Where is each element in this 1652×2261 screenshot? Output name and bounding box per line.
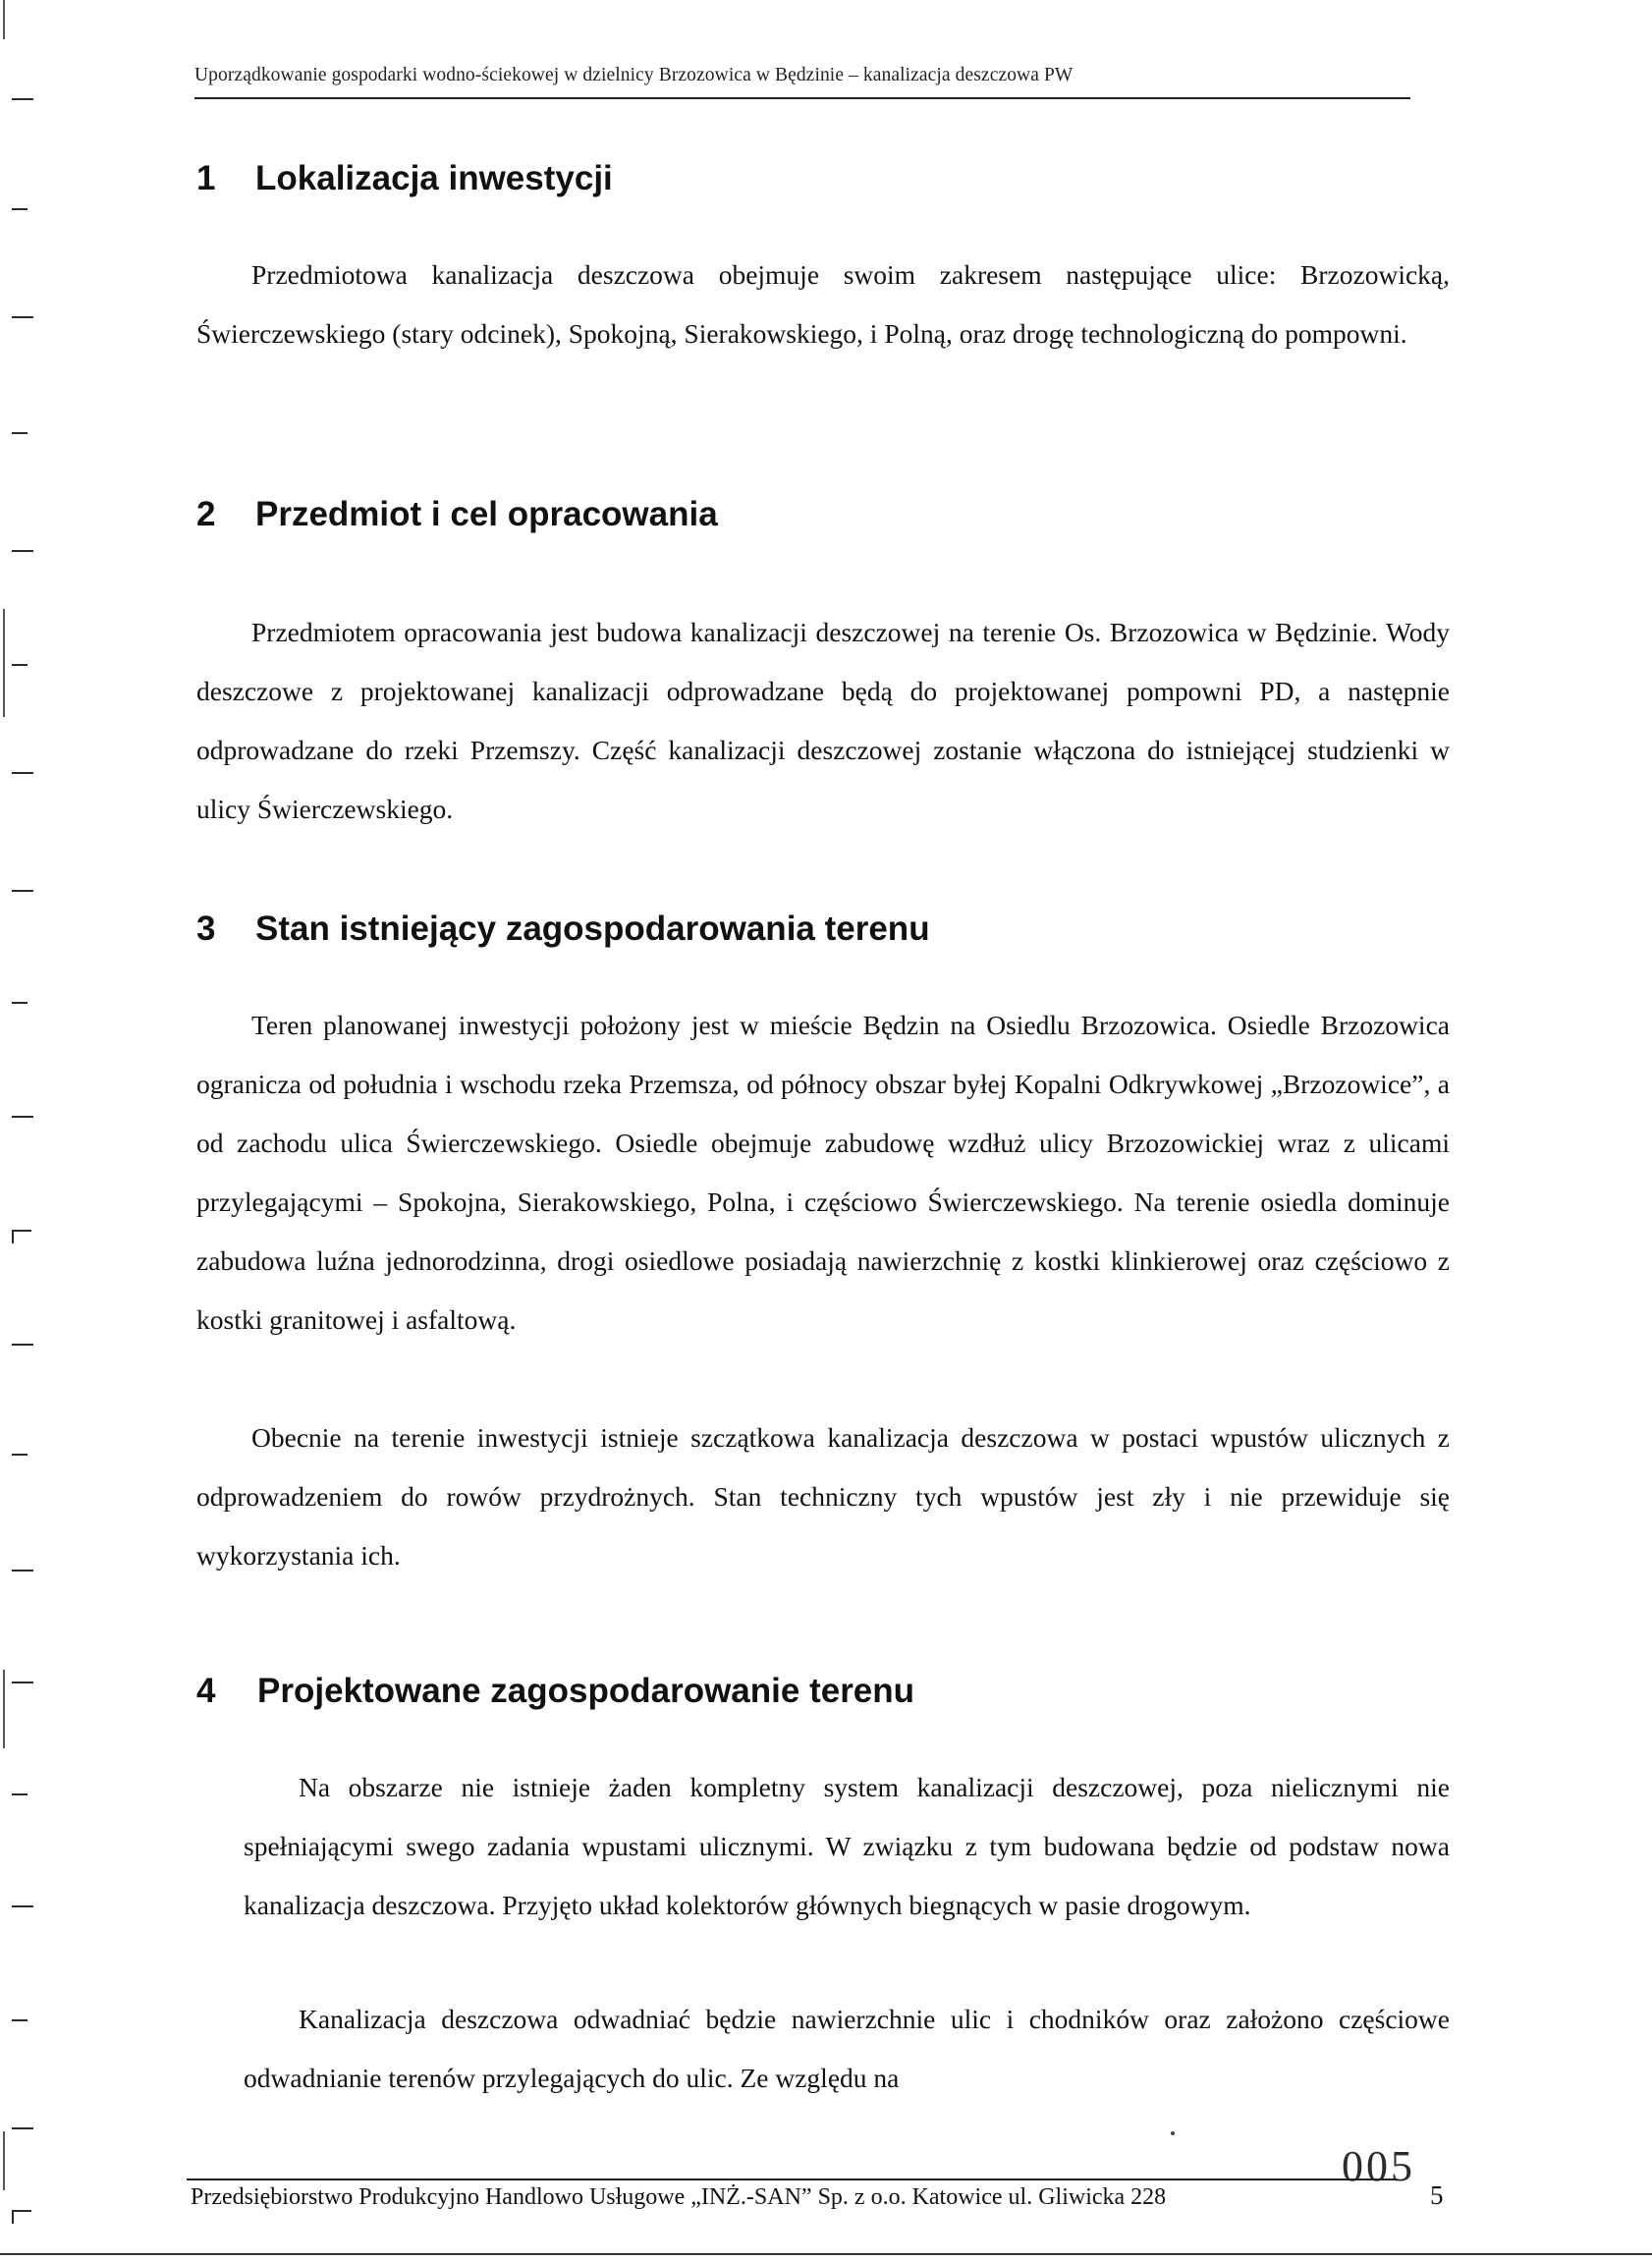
section-4-paragraph-2: Kanalizacja deszczowa odwadniać będzie nawierzchnie ulic i chodników oraz założono częściowe odwadnianie terenów przylegających do ulic. Ze względu na bbox=[244, 2004, 1450, 2093]
binding-hole-mark bbox=[12, 1002, 28, 1004]
scan-speck bbox=[1171, 2131, 1175, 2135]
section-title: Stan istniejący zagospodarowania terenu bbox=[255, 910, 930, 948]
binding-hole-mark bbox=[12, 1793, 28, 1795]
binding-hole-mark bbox=[12, 432, 28, 434]
section-2-paragraph-1: Przedmiotem opracowania jest budowa kanalizacji deszczowej na terenie Os. Brzozowica w Będzinie. Wody deszczowe z projektowanej kanalizacji odprowadzane będą do projektowanej pompowni PD, a następnie odprowadzane do rzeki Przemszy. Część kanalizacji deszczowej zostanie włączona do istniejącej studzienki w ulicy Świerczewskiego. bbox=[196, 617, 1450, 824]
binding-hole-mark bbox=[12, 1570, 33, 1572]
binding-hole-mark bbox=[12, 2019, 28, 2021]
binding-hole-mark bbox=[12, 316, 33, 318]
binding-hole-mark bbox=[12, 208, 28, 210]
binding-hole-mark bbox=[12, 1905, 33, 1907]
binding-hole-mark bbox=[12, 1116, 33, 1118]
scan-bottom-edge bbox=[0, 2253, 1652, 2255]
section-title: Lokalizacja inwestycji bbox=[255, 159, 613, 197]
binding-hole-mark bbox=[12, 550, 33, 552]
section-heading-4 bbox=[196, 1672, 914, 1711]
binding-hole-mark bbox=[12, 1344, 33, 1346]
page-header: Uporządkowanie gospodarki wodno-ściekowej w dzielnicy Brzozowica w Będzinie – kanalizacja deszczowa PW bbox=[194, 65, 1074, 85]
section-title: Przedmiot i cel opracowania bbox=[255, 495, 718, 533]
section-number: 2 bbox=[196, 495, 216, 533]
footer-company: Przedsiębiorstwo Produkcyjno Handlowo Usługowe „INŻ.-SAN” Sp. z o.o. Katowice ul. Gliwicka 228 bbox=[191, 2184, 1167, 2210]
binding-edge-line bbox=[3, 2131, 5, 2190]
section-heading-3 bbox=[196, 910, 930, 949]
section-title: Projektowane zagospodarowanie terenu bbox=[257, 1672, 915, 1710]
binding-hole-mark bbox=[12, 664, 28, 666]
section-3-paragraph-2: Obecnie na terenie inwestycji istnieje szczątkowa kanalizacja deszczowa w postaci wpustów ulicznych z odprowadzeniem do rowów przydrożnych. Stan techniczny tych wpustów jest zły i nie przewiduje się wykorzystania ich. bbox=[196, 1422, 1450, 1571]
archive-stamp-number: 005 bbox=[1342, 2142, 1415, 2190]
binding-hole-mark bbox=[12, 890, 33, 892]
binding-hole-mark bbox=[12, 772, 33, 774]
footer-rule bbox=[187, 2178, 1397, 2180]
binding-hole-mark bbox=[12, 2210, 31, 2224]
section-number: 4 bbox=[196, 1672, 216, 1710]
binding-edge-line bbox=[3, 0, 5, 39]
section-3-paragraph-1: Teren planowanej inwestycji położony jest w mieście Będzin na Osiedlu Brzozowica. Osiedle Brzozowica ogranicza od południa i wschodu rzeka Przemsza, od północy obszar byłej Kopalni Odkrywkowej „Brzozowice”, a od zachodu ulica Świerczewskiego. Osiedle obejmuje zabudowę wzdłuż ulicy Brzozowickiej wraz z ulicami przylegającymi – Spokojna, Sierakowskiego, Polna, i częściowo Świerczewskiego. Na terenie osiedla dominuje zabudowa luźna jednorodzinna, drogi osiedlowe posiadają nawierzchnię z kostki klinkierowej oraz częściowo z kostki granitowej i asfaltową. bbox=[196, 1010, 1450, 1335]
binding-edge-line bbox=[3, 609, 5, 717]
section-1-paragraph-1: Przedmiotowa kanalizacja deszczowa obejmuje swoim zakresem następujące ulice: Brzozowicką, Świerczewskiego (stary odcinek), Spokojną, Sierakowskiego, i Polną, oraz drogę technologiczną do pompowni. bbox=[196, 259, 1450, 349]
binding-hole-mark bbox=[12, 1682, 33, 1683]
binding-edge-line bbox=[3, 1670, 5, 1748]
header-rule bbox=[194, 97, 1410, 99]
binding-hole-mark bbox=[12, 1454, 28, 1456]
binding-hole-mark bbox=[12, 2127, 33, 2129]
page-number: 5 bbox=[1430, 2180, 1444, 2210]
binding-hole-mark bbox=[12, 1230, 31, 1243]
binding-hole-mark bbox=[12, 98, 33, 100]
section-heading-1 bbox=[196, 159, 613, 198]
section-number: 1 bbox=[196, 159, 216, 197]
section-4-paragraph-1: Na obszarze nie istnieje żaden kompletny system kanalizacji deszczowej, poza nielicznymi nie spełniającymi swego zadania wpustami ulicznymi. W związku z tym budowana będzie od podstaw nowa kanalizacja deszczowa. Przyjęto układ kolektorów głównych biegnących w pasie drogowym. bbox=[244, 1772, 1450, 1920]
section-number: 3 bbox=[196, 910, 216, 948]
section-heading-2 bbox=[196, 495, 718, 534]
